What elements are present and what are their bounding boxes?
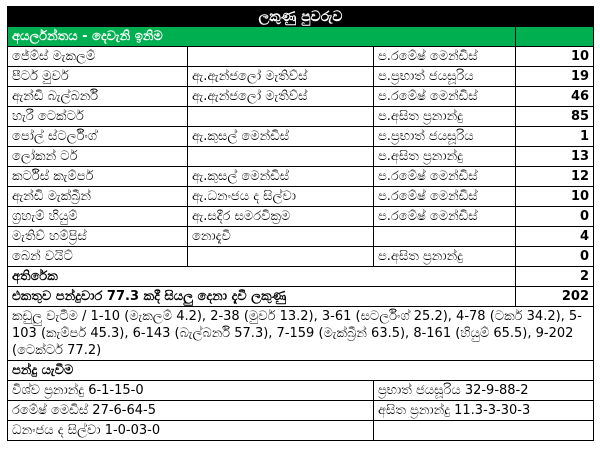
dismissal-fielder: නොදැවී (188, 227, 374, 247)
batsman-name: ලෝකන් ටර් (8, 147, 188, 167)
runs-value: 4 (516, 227, 594, 247)
batsman-name: පීටර් මුවර් (8, 67, 188, 87)
dismissal-bowler: ප.අසිත ප්‍රනාන්දු (374, 147, 516, 167)
total-label: එකතුව පන්දුවාර 77.3 කදී සියලු දෙනා දැවී ලකුණු (8, 287, 516, 307)
dismissal-fielder (188, 147, 374, 167)
total-value: 202 (516, 287, 594, 307)
total-row (8, 287, 594, 307)
batsman-name: කර්ටිස් කැම්පර් (8, 167, 188, 187)
batsman-name: ඇන්ඩි මැක්බ්‍රීන් (8, 187, 188, 207)
runs-value: 10 (516, 187, 594, 207)
batting-row (8, 207, 594, 227)
dismissal-fielder (188, 107, 374, 127)
dismissal-bowler: ප.රමේෂ් මෙන්ඩිස් (374, 207, 516, 227)
runs-value: 1 (516, 127, 594, 147)
dismissal-bowler: ප.රමේෂ් මෙන්ඩිස් (374, 187, 516, 207)
dismissal-fielder: ඇ.කුසල් මෙන්ඩිස් (188, 167, 374, 187)
bowler-figures-left: රමේෂ් මෙඩිස් 27-6-64-5 (8, 401, 374, 421)
batting-row (8, 47, 594, 67)
dismissal-bowler: ප.රමේෂ් මෙන්ඩිස් (374, 87, 516, 107)
bowler-figures-right: අසිත ප්‍රනාන්දු 11.3-3-30-3 (374, 401, 594, 421)
dismissal-fielder (188, 247, 374, 267)
dismissal-bowler: ප.රමේෂ් මෙන්ඩිස් (374, 167, 516, 187)
fall-of-wickets-row (8, 307, 594, 361)
bowler-figures-left: විශ්ව ප්‍රනාන්දු 6-1-15-0 (8, 381, 374, 401)
batsman-name: පෝල් ස්ටර්ලිංග් (8, 127, 188, 147)
dismissal-fielder: ඇ.සදීර සමරවික්‍රම (188, 207, 374, 227)
inning-title-spacer (516, 27, 594, 47)
dismissal-bowler: ප.අසිත ප්‍රනාන්දු (374, 247, 516, 267)
dismissal-fielder (188, 47, 374, 67)
batting-row (8, 227, 594, 247)
batsman-name: බෙන් වයිට් (8, 247, 188, 267)
batting-row (8, 147, 594, 167)
bowling-label: පන්දු යැවීම (8, 361, 594, 381)
batsman-name: ජේම්ස් මැකලම් (8, 47, 188, 67)
dismissal-bowler: ප.ප්‍රභාත් ජයසූරිය (374, 127, 516, 147)
batting-row (8, 247, 594, 267)
runs-value: 46 (516, 87, 594, 107)
bowling-row (8, 421, 594, 441)
extras-row (8, 267, 594, 287)
dismissal-bowler: ප.ප්‍රභාත් ජයසූරිය (374, 67, 516, 87)
scorecard-panel (7, 6, 593, 441)
inning-title: අයර්ලන්තය - දෙවැනි ඉනිම (8, 27, 516, 47)
bowler-figures-right: ප්‍රභාත් ජයසූරිය 32-9-88-2 (374, 381, 594, 401)
bowling-row (8, 381, 594, 401)
runs-value: 10 (516, 47, 594, 67)
runs-value: 0 (516, 247, 594, 267)
batting-row (8, 127, 594, 147)
batting-row (8, 67, 594, 87)
runs-value: 85 (516, 107, 594, 127)
extras-label: අතිරේක (8, 267, 516, 287)
batting-row (8, 187, 594, 207)
bowler-figures-left: ධනංජය ද සිල්වා 1-0-03-0 (8, 421, 374, 441)
runs-value: 12 (516, 167, 594, 187)
batsman-name: ඇන්ඩි බැල්බර්නි (8, 87, 188, 107)
bowling-row (8, 401, 594, 421)
bowling-header-row (8, 361, 594, 381)
bowler-figures-right (374, 421, 594, 441)
batsman-name: ග්‍රහැම් හියුම් (8, 207, 188, 227)
dismissal-bowler: ප.අසිත ප්‍රනාන්දු (374, 107, 516, 127)
runs-value: 13 (516, 147, 594, 167)
dismissal-bowler: ප.රමේෂ් මෙන්ඩිස් (374, 47, 516, 67)
scorecard-table (7, 6, 594, 441)
runs-value: 19 (516, 67, 594, 87)
dismissal-fielder: ඇ.ධනංජය ද සිල්වා (188, 187, 374, 207)
runs-value: 0 (516, 207, 594, 227)
dismissal-fielder: ඇ.කුසල් මෙන්ඩිස් (188, 127, 374, 147)
batting-row (8, 107, 594, 127)
batsman-name: හැරී ටෙක්ටර් (8, 107, 188, 127)
dismissal-fielder: ඇ.ඇන්ජලෝ මැතිව්ස් (188, 87, 374, 107)
scorecard-title: ලකුණු පුවරුව (8, 7, 594, 27)
batting-row (8, 87, 594, 107)
dismissal-fielder: ඇ.ඇන්ජලෝ මැතිව්ස් (188, 67, 374, 87)
batsman-name: මැතිව් හම්ප්‍රිස් (8, 227, 188, 247)
batting-row (8, 167, 594, 187)
extras-value: 2 (516, 267, 594, 287)
fall-of-wickets: කඩුලු වැටීම / 1-10 (මැකලම් 4.2), 2-38 (මුවර් 13.2), 3-61 (සටර්ලිංග් 25.2), 4-78 (ටකර් 34.2), 5-103 (කැම්පර් 45.3), 6-143 (බැල්බර්නි 57.3), 7-159 (මැක්බ්‍රීන් 63.5), 8-161 (හියුම් 65.5), 9-202 (ටෙක්ටර් 77.2) (8, 307, 594, 361)
dismissal-bowler (374, 227, 516, 247)
